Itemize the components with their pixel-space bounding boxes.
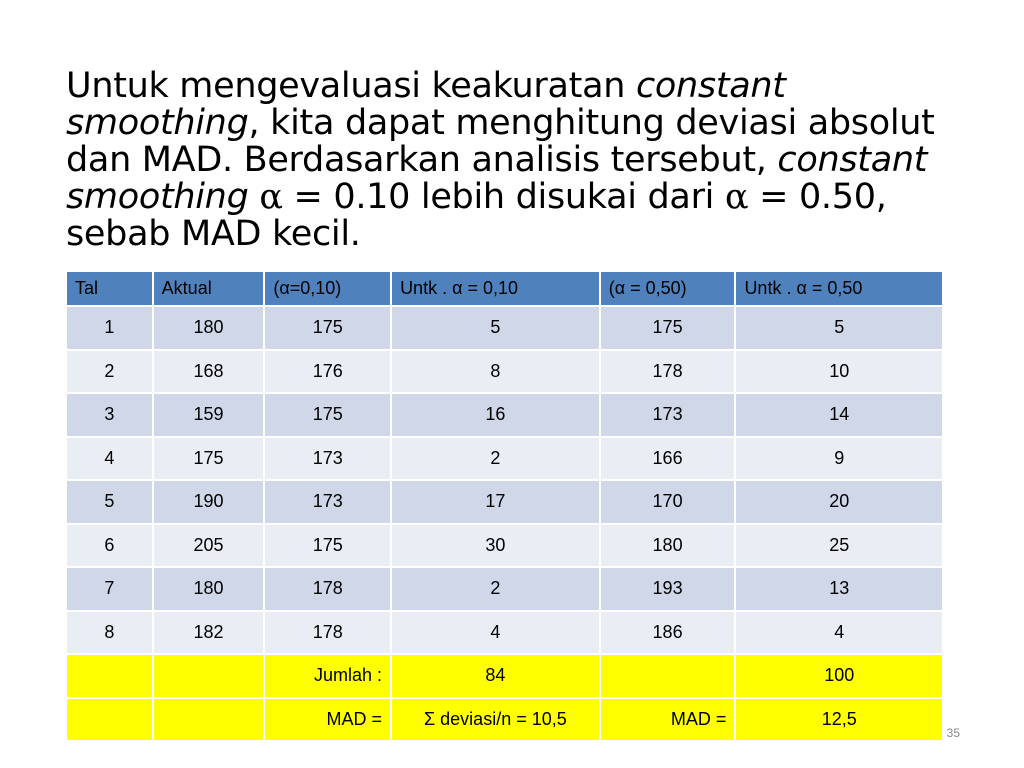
table-cell: 5	[66, 480, 153, 524]
header-cell-tal: Tal	[66, 271, 153, 306]
paragraph-emphasis: constant smoothing	[66, 66, 786, 143]
table-cell: 4	[66, 437, 153, 481]
paragraph-emphasis: constant smoothing	[66, 140, 928, 217]
summary-label: Jumlah :	[264, 654, 391, 698]
summary-cell	[153, 654, 265, 698]
table-cell: 178	[264, 611, 391, 655]
summary-row-jumlah	[66, 654, 943, 698]
table-row	[66, 567, 943, 611]
table-cell: 173	[264, 480, 391, 524]
table-cell: 1	[66, 306, 153, 350]
paragraph-text	[249, 177, 260, 217]
table-cell: 8	[391, 350, 600, 394]
table-cell: 9	[735, 437, 943, 481]
header-row	[66, 271, 943, 306]
table-row	[66, 480, 943, 524]
table-cell: 2	[66, 350, 153, 394]
summary-cell	[66, 654, 153, 698]
summary-cell	[153, 698, 265, 742]
table-row	[66, 437, 943, 481]
table-cell: 180	[153, 567, 265, 611]
table-cell: 16	[391, 393, 600, 437]
paragraph-text: = 0.50, sebab MAD kecil.	[66, 177, 887, 254]
table-cell: 20	[735, 480, 943, 524]
header-cell-deviation-050: Untk . α = 0,50	[735, 271, 943, 306]
table-cell: 175	[153, 437, 265, 481]
paragraph-text: , kita dapat menghitung deviasi absolut dan MAD. Berdasarkan analisis tersebut,	[66, 103, 935, 180]
table-cell: 175	[264, 306, 391, 350]
summary-label: MAD =	[600, 698, 736, 742]
alpha-symbol: α	[724, 177, 749, 217]
smoothing-table	[65, 270, 944, 742]
table-header	[66, 271, 943, 306]
table-cell: 205	[153, 524, 265, 568]
table-cell: 7	[66, 567, 153, 611]
table-cell: 30	[391, 524, 600, 568]
paragraph-text: = 0.10 lebih disukai dari	[282, 177, 725, 217]
table-cell: 4	[391, 611, 600, 655]
table-cell: 159	[153, 393, 265, 437]
table-row	[66, 393, 943, 437]
paragraph-text: Untuk mengevaluasi keakuratan	[66, 66, 636, 106]
table-cell: 175	[264, 393, 391, 437]
table-cell: 170	[600, 480, 736, 524]
table-cell: 2	[391, 567, 600, 611]
table-body	[66, 306, 943, 741]
summary-cell	[600, 654, 736, 698]
alpha-symbol: α	[259, 177, 283, 217]
table-row	[66, 306, 943, 350]
table-cell: 190	[153, 480, 265, 524]
table-cell: 168	[153, 350, 265, 394]
page-number: 35	[946, 726, 960, 740]
table-cell: 176	[264, 350, 391, 394]
table-cell: 186	[600, 611, 736, 655]
table-row	[66, 611, 943, 655]
table-cell: 178	[600, 350, 736, 394]
table-cell: 175	[264, 524, 391, 568]
table-cell: 2	[391, 437, 600, 481]
table-cell: 193	[600, 567, 736, 611]
table-cell: 5	[735, 306, 943, 350]
summary-value: 84	[391, 654, 600, 698]
table-row	[66, 350, 943, 394]
table-cell: 3	[66, 393, 153, 437]
table-cell: 25	[735, 524, 943, 568]
table-cell: 5	[391, 306, 600, 350]
table-cell: 173	[600, 393, 736, 437]
table-row	[66, 524, 943, 568]
table-cell: 13	[735, 567, 943, 611]
table-cell: 8	[66, 611, 153, 655]
table-cell: 182	[153, 611, 265, 655]
table-cell: 180	[600, 524, 736, 568]
table-cell: 14	[735, 393, 943, 437]
header-cell-deviation-010: Untk . α = 0,10	[391, 271, 600, 306]
header-cell-aktual: Aktual	[153, 271, 265, 306]
table-cell: 180	[153, 306, 265, 350]
header-cell-forecast-010: (α=0,10)	[264, 271, 391, 306]
slide-paragraph	[66, 68, 946, 253]
table-cell: 6	[66, 524, 153, 568]
summary-label: MAD =	[264, 698, 391, 742]
summary-value: Σ deviasi/n = 10,5	[391, 698, 600, 742]
summary-value: 100	[735, 654, 943, 698]
table-cell: 175	[600, 306, 736, 350]
table-cell: 10	[735, 350, 943, 394]
summary-row-mad	[66, 698, 943, 742]
summary-cell	[66, 698, 153, 742]
table-cell: 166	[600, 437, 736, 481]
summary-value: 12,5	[735, 698, 943, 742]
table-cell: 4	[735, 611, 943, 655]
table-cell: 178	[264, 567, 391, 611]
table-cell: 173	[264, 437, 391, 481]
header-cell-forecast-050: (α = 0,50)	[600, 271, 736, 306]
table-cell: 17	[391, 480, 600, 524]
